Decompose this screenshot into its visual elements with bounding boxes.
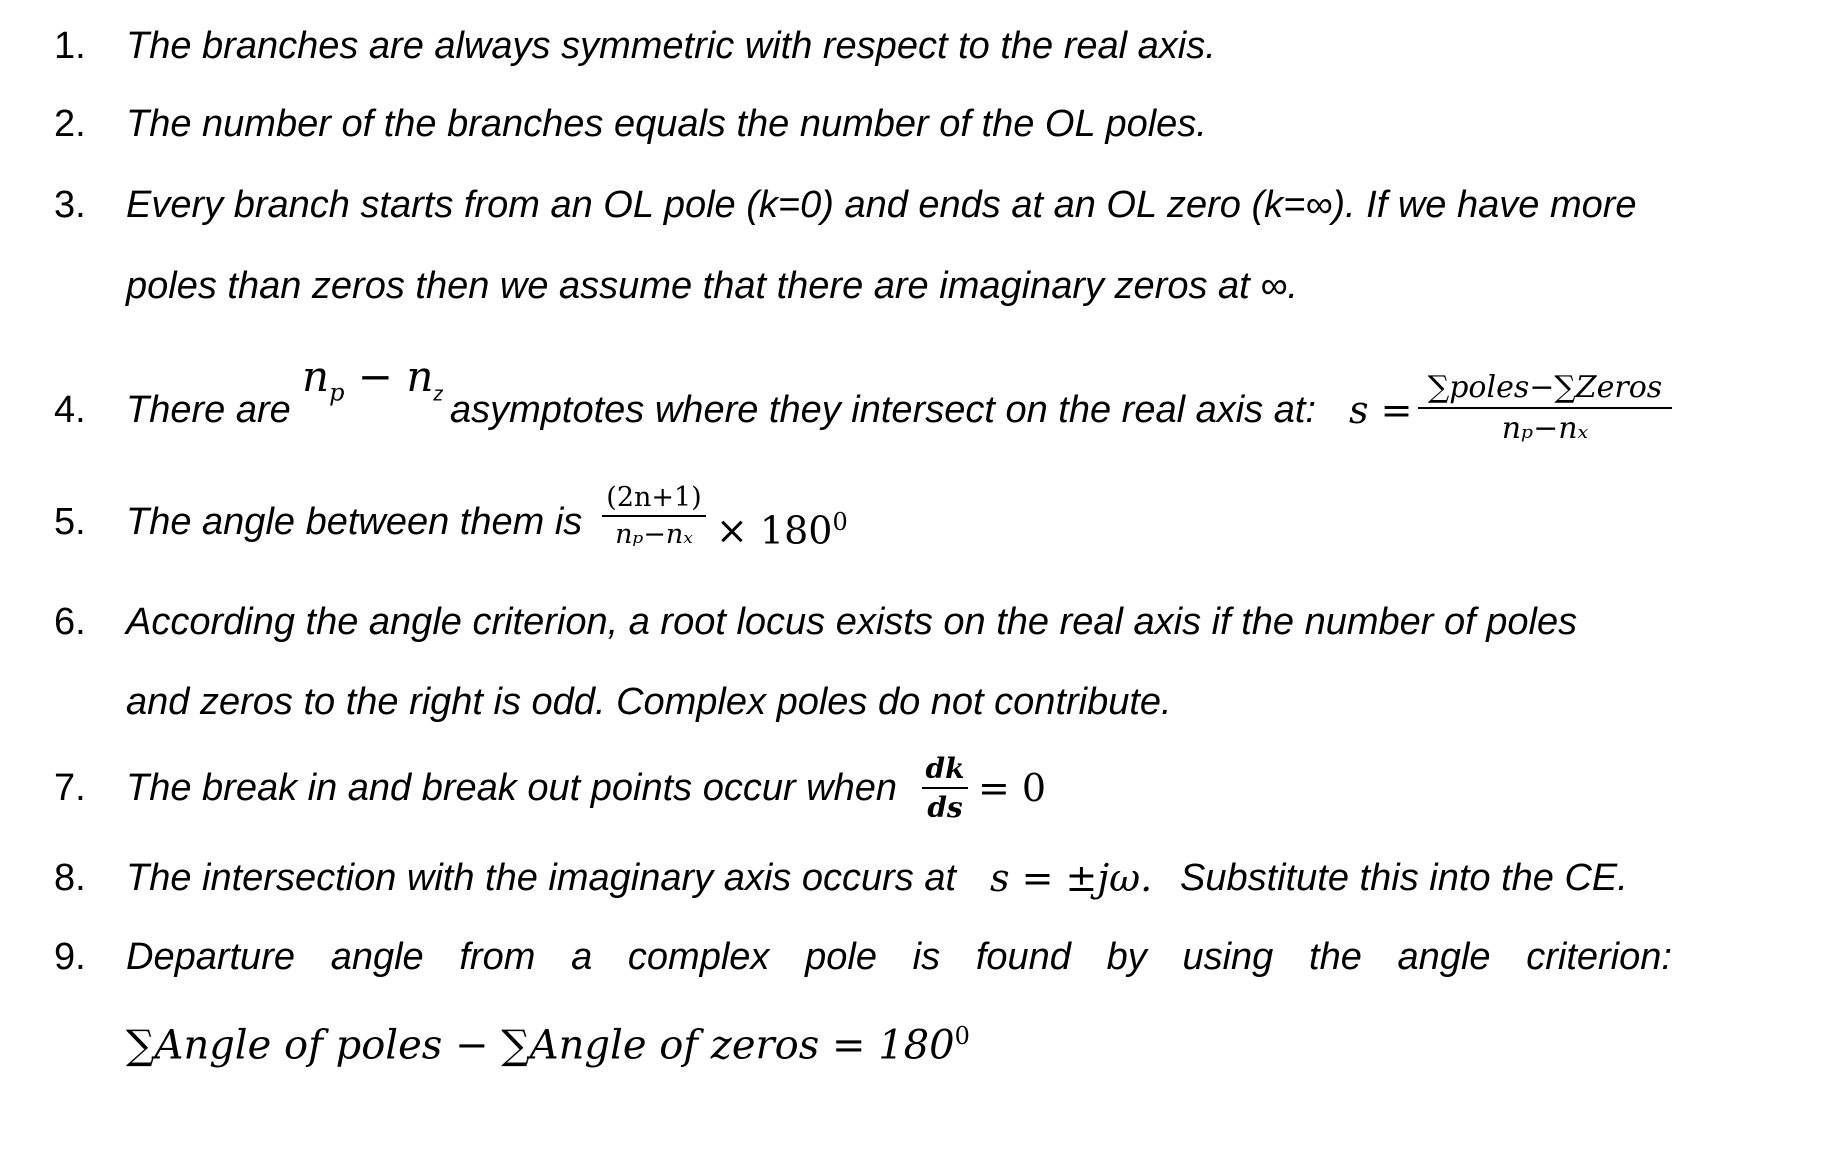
item-3-line-1: Every branch starts from an OL pole (k=0) and ends at an OL zero (k=∞). If we have more	[126, 184, 1637, 226]
item-9-word: complex	[627, 936, 770, 978]
item-9-word: is	[912, 936, 941, 978]
item-9-word: using	[1182, 936, 1274, 978]
item-4-fraction-numerator: ∑poles−∑Zeros	[1427, 370, 1663, 405]
item-9-number: 9.	[54, 936, 86, 978]
item-6-line-2: and zeros to the right is odd. Complex poles do not contribute.	[126, 681, 1172, 723]
item-4-number: 4.	[54, 389, 86, 431]
item-7-text-before: The break in and break out points occur when	[126, 767, 898, 809]
item-4-text-after: asymptotes where they intersect on the real axis at:	[450, 389, 1316, 431]
item-9-word: angle	[330, 936, 424, 978]
item-3-line-2: poles than zeros then we assume that there are imaginary zeros at ∞.	[126, 265, 1298, 307]
item-9-word: a	[571, 936, 593, 978]
item-5-fraction-numerator: (2n+1)	[606, 482, 702, 513]
item-4-fraction-denominator: nₚ−nₓ	[1501, 411, 1589, 446]
item-3-number: 3.	[54, 184, 86, 226]
item-9-word: angle	[1397, 936, 1491, 978]
item-2-text: The number of the branches equals the number of the OL poles.	[126, 103, 1207, 145]
item-9-word: from	[459, 936, 536, 978]
item-5-degrees: × $180^0$	[716, 508, 848, 553]
item-9-word: the	[1309, 936, 1362, 978]
item-8-text-after: Substitute this into the CE.	[1180, 857, 1628, 899]
item-5-number: 5.	[54, 501, 86, 543]
item-4-fraction	[1418, 370, 1672, 446]
item-2-number: 2.	[54, 103, 86, 145]
item-4-equation-lhs: s =	[1349, 388, 1413, 432]
item-5-fraction	[602, 482, 706, 550]
item-9-word: by	[1106, 936, 1147, 978]
item-9-word: criterion:	[1526, 936, 1672, 978]
item-9-word: found	[975, 936, 1071, 978]
item-4-count-expression: $n_p - n_z$	[302, 352, 444, 407]
item-1-text: The branches are always symmetric with respect to the real axis.	[126, 25, 1216, 67]
item-7-fraction-numerator: dk	[925, 752, 965, 785]
item-7-equals-zero: = 0	[978, 766, 1047, 810]
item-1-number: 1.	[54, 25, 86, 67]
item-7-number: 7.	[54, 767, 86, 809]
item-8-number: 8.	[54, 857, 86, 899]
item-9-word: Departure	[126, 936, 295, 978]
item-5-fraction-denominator: nₚ−nₓ	[615, 519, 693, 550]
item-4-text-before: There are	[126, 389, 291, 431]
item-6-line-1: According the angle criterion, a root locus exists on the real axis if the number of poles	[126, 601, 1578, 643]
item-7-fraction	[922, 752, 968, 824]
item-7-fraction-denominator: ds	[927, 791, 963, 824]
item-8-equation: s = ±jω.	[990, 856, 1153, 900]
item-9-equation: ∑Angle of poles − ∑Angle of zeros = $180^0$	[126, 1022, 970, 1069]
item-8-text-before: The intersection with the imaginary axis occurs at	[126, 857, 957, 899]
item-5-text-before: The angle between them is	[126, 501, 583, 543]
item-6-number: 6.	[54, 601, 86, 643]
item-9-line-1	[126, 935, 1672, 979]
item-9-word: pole	[805, 936, 877, 978]
